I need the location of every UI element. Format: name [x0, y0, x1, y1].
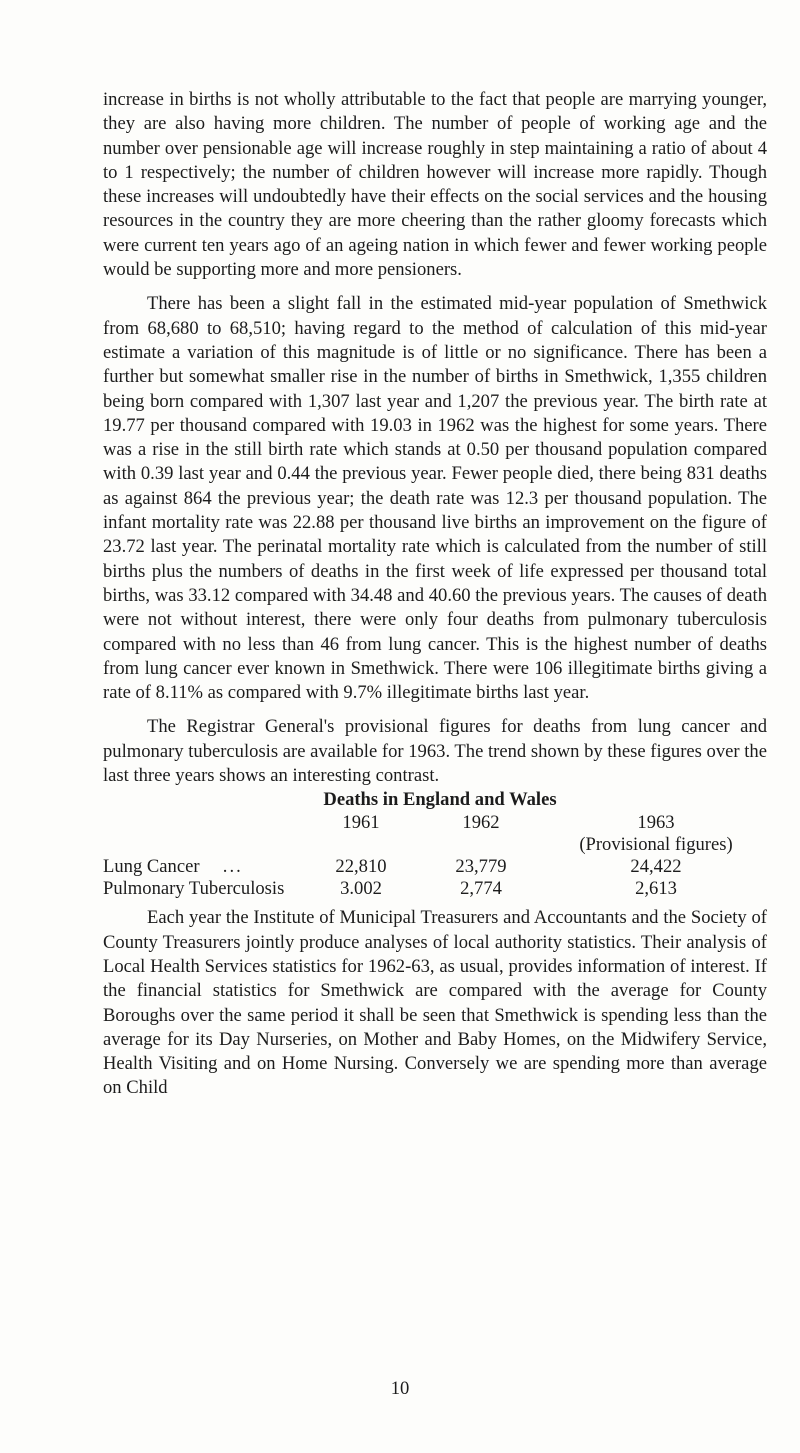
- provisional-note: (Provisional figures): [579, 834, 733, 856]
- paragraph-intro: increase in births is not wholly attributable to the fact that people are marrying younger, they are also having more children. The number of people of working age and the number over pensionable age will increase roughly in step maintaining a ratio of about 4 to 1 respectively; the number of children however will increase more rapidly. Though these increases will undoubtedly have their effects on the social services and the housing resources in the country they are more cheering than the rather gloomy forecasts which were current ten years ago of an ageing nation in which fewer and fewer working people would be supporting more and more pensioners.: [103, 89, 767, 281]
- row-value: 2,613: [635, 878, 677, 900]
- row-value: 2,774: [460, 878, 502, 900]
- table-row: [103, 856, 767, 878]
- row-value: 23,779: [455, 856, 507, 878]
- paragraph-treasurers: Each year the Institute of Municipal Treasurers and Accountants and the Society of County Treasurers jointly produce analyses of local authority statistics. Their analysis of Local Health Services statistics for 1962-63, as usual, provides information of interest. If the financial statistics for Smethwick are compared with the average for County Boroughs over the same period it shall be seen that Smethwick is spending less than the average for its Day Nurseries, on Mother and Baby Homes, on the Midwifery Service, Health Visiting and on Home Nursing. Conversely we are spending more than average on Child: [103, 907, 767, 1099]
- row-label: Lung Cancer: [103, 856, 200, 878]
- header-year-1962: 1962: [462, 812, 500, 834]
- page-number: 10: [390, 1378, 410, 1399]
- row-leader: ...: [222, 856, 243, 878]
- table-header-row: [103, 812, 767, 834]
- row-label: Pulmonary Tuberculosis: [103, 878, 285, 900]
- row-value: 24,422: [630, 856, 682, 878]
- table-row: [103, 878, 767, 900]
- paragraph-population: There has been a slight fall in the estimated mid-year population of Smethwick from 68,680 to 68,510; having regard to the method of calculation of this mid-year estimate a variation of this magnitude is of little or no significance. There has been a further but somewhat smaller rise in the number of births in Smethwick, 1,355 children being born compared with 1,307 last year and 1,207 the previous year. The birth rate at 19.77 per thousand compared with 19.03 in 1962 was the highest for some years. There was a rise in the still birth rate which stands at 0.50 per thousand population compared with 0.39 last year and 0.44 the previous year. Fewer people died, there being 831 deaths as against 864 the previous year; the death rate was 12.3 per thousand population. The infant mortality rate was 22.88 per thousand live births an improvement on the figure of 23.72 last year. The perinatal mortality rate which is calculated from the number of still births plus the numbers of deaths in the first week of life expressed per thousand total births, was 33.12 compared with 34.48 and 40.60 the previous years. The causes of death were not without interest, there were only four deaths from pulmonary tuberculosis compared with no less than 46 from lung cancer. This is the highest number of deaths from lung cancer ever known in Smethwick. There were 106 illegitimate births giving a rate of 8.11% as compared with 9.7% illegitimate births last year.: [103, 293, 767, 704]
- header-year-1961: 1961: [342, 812, 380, 834]
- header-year-1963: 1963: [637, 812, 675, 834]
- document-page: [103, 88, 767, 1101]
- paragraph-registrar: The Registrar General's provisional figures for deaths from lung cancer and pulmonary tuberculosis are available for 1963. The trend shown by these figures over the last three years shows an interesting contrast.: [103, 716, 767, 787]
- table-title: Deaths in England and Wales: [323, 789, 557, 811]
- deaths-table: [103, 812, 767, 900]
- row-value: 3.002: [340, 878, 382, 900]
- row-value: 22,810: [335, 856, 387, 878]
- table-note-row: [103, 834, 767, 856]
